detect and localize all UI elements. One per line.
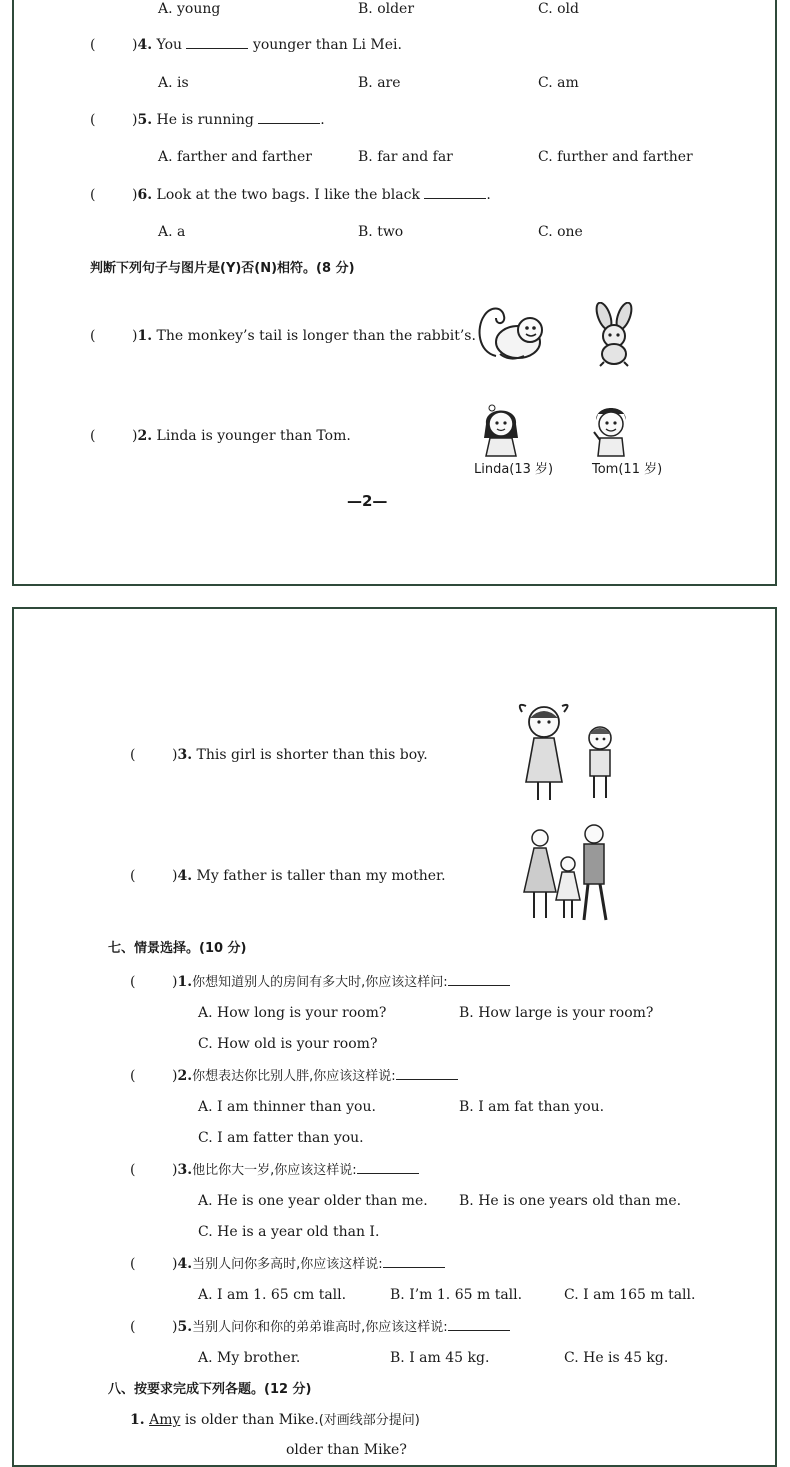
j3-paren-open: (	[130, 747, 136, 763]
q6-question: )6. Look at the two bags. I like the black .	[132, 187, 491, 203]
q3-option-b: B. older	[358, 1, 415, 17]
rabbit-picture	[586, 302, 642, 368]
girl-and-boy-picture	[512, 700, 626, 808]
section-7-title: 七、情景选择。(10 分)	[108, 941, 247, 956]
s5-option-c: C. He is 45 kg.	[564, 1350, 669, 1366]
q5-option-c: C. further and farther	[538, 149, 693, 165]
s1-paren-open: (	[130, 974, 136, 990]
linda-picture	[478, 398, 524, 458]
q6-blank[interactable]	[424, 186, 486, 199]
q4-option-c: C. am	[538, 75, 579, 91]
j2-statement: )2. Linda is younger than Tom.	[132, 428, 351, 444]
s3-blank[interactable]	[357, 1161, 419, 1174]
q6-option-c: C. one	[538, 224, 583, 240]
tom-caption: Tom(11 岁)	[592, 462, 663, 477]
s3-paren-open: (	[130, 1162, 136, 1178]
monkey-picture	[474, 298, 550, 368]
linda-caption: Linda(13 岁)	[474, 462, 554, 477]
j1-paren-open: (	[90, 328, 96, 344]
q6-option-b: B. two	[358, 224, 404, 240]
s5-question: )5.当别人问你和你的弟弟谁高时,你应该这样说:	[172, 1318, 510, 1337]
e1-answer-line: older than Mike?	[286, 1442, 407, 1458]
j1-statement: )1. The monkey’s tail is longer than the rabbit’s.	[132, 328, 476, 344]
s1-option-b: B. How large is your room?	[459, 1005, 654, 1021]
tom-picture	[588, 398, 634, 458]
q6-option-a: A. a	[158, 224, 186, 240]
q5-paren-open: (	[90, 112, 96, 128]
j2-paren-open: (	[90, 428, 96, 444]
page-gap	[0, 586, 790, 607]
s4-question: )4.当别人问你多高时,你应该这样说:	[172, 1255, 445, 1274]
s5-paren-open: (	[130, 1319, 136, 1335]
s2-option-a: A. I am thinner than you.	[198, 1099, 376, 1115]
section-8-title: 八、按要求完成下列各题。(12 分)	[108, 1382, 312, 1397]
q3-option-a: A. young	[158, 1, 221, 17]
q4-question: )4. You younger than Li Mei.	[132, 37, 402, 53]
s1-option-a: A. How long is your room?	[198, 1005, 387, 1021]
s1-question: )1.你想知道别人的房间有多大时,你应该这样问:	[172, 973, 510, 992]
s4-option-b: B. I’m 1. 65 m tall.	[390, 1287, 523, 1303]
s2-option-c: C. I am fatter than you.	[198, 1130, 364, 1146]
s5-blank[interactable]	[448, 1318, 510, 1331]
q4-blank[interactable]	[186, 36, 248, 49]
s1-option-c: C. How old is your room?	[198, 1036, 378, 1052]
q5-question: )5. He is running .	[132, 112, 325, 128]
s2-option-b: B. I am fat than you.	[459, 1099, 605, 1115]
e1-statement: 1. Amy is older than Mike.(对画线部分提问)	[130, 1412, 420, 1428]
q5-blank[interactable]	[258, 111, 320, 124]
page-number: —2—	[347, 492, 388, 510]
s2-question: )2.你想表达你比别人胖,你应该这样说:	[172, 1067, 458, 1086]
q5-option-b: B. far and far	[358, 149, 453, 165]
s3-option-b: B. He is one years old than me.	[459, 1193, 682, 1209]
q5-option-a: A. farther and farther	[158, 149, 312, 165]
s4-blank[interactable]	[383, 1255, 445, 1268]
s4-option-c: C. I am 165 m tall.	[564, 1287, 696, 1303]
s3-question: )3.他比你大一岁,你应该这样说:	[172, 1161, 419, 1180]
worksheet-page-2	[12, 607, 777, 1467]
s4-paren-open: (	[130, 1256, 136, 1272]
j4-paren-open: (	[130, 868, 136, 884]
judge-section-title: 判断下列句子与图片是(Y)否(N)相符。(8 分)	[90, 261, 355, 276]
s4-option-a: A. I am 1. 65 cm tall.	[198, 1287, 347, 1303]
s3-option-a: A. He is one year older than me.	[198, 1193, 428, 1209]
q4-option-a: A. is	[158, 75, 189, 91]
s5-option-b: B. I am 45 kg.	[390, 1350, 490, 1366]
s2-paren-open: (	[130, 1068, 136, 1084]
family-picture	[516, 824, 620, 924]
s2-blank[interactable]	[396, 1067, 458, 1080]
s3-option-c: C. He is a year old than I.	[198, 1224, 380, 1240]
j3-statement: )3. This girl is shorter than this boy.	[172, 747, 428, 763]
j4-statement: )4. My father is taller than my mother.	[172, 868, 446, 884]
q3-option-c: C. old	[538, 1, 579, 17]
q4-paren-open: (	[90, 37, 96, 53]
s5-option-a: A. My brother.	[198, 1350, 301, 1366]
q6-paren-open: (	[90, 187, 96, 203]
q4-option-b: B. are	[358, 75, 401, 91]
s1-blank[interactable]	[448, 973, 510, 986]
